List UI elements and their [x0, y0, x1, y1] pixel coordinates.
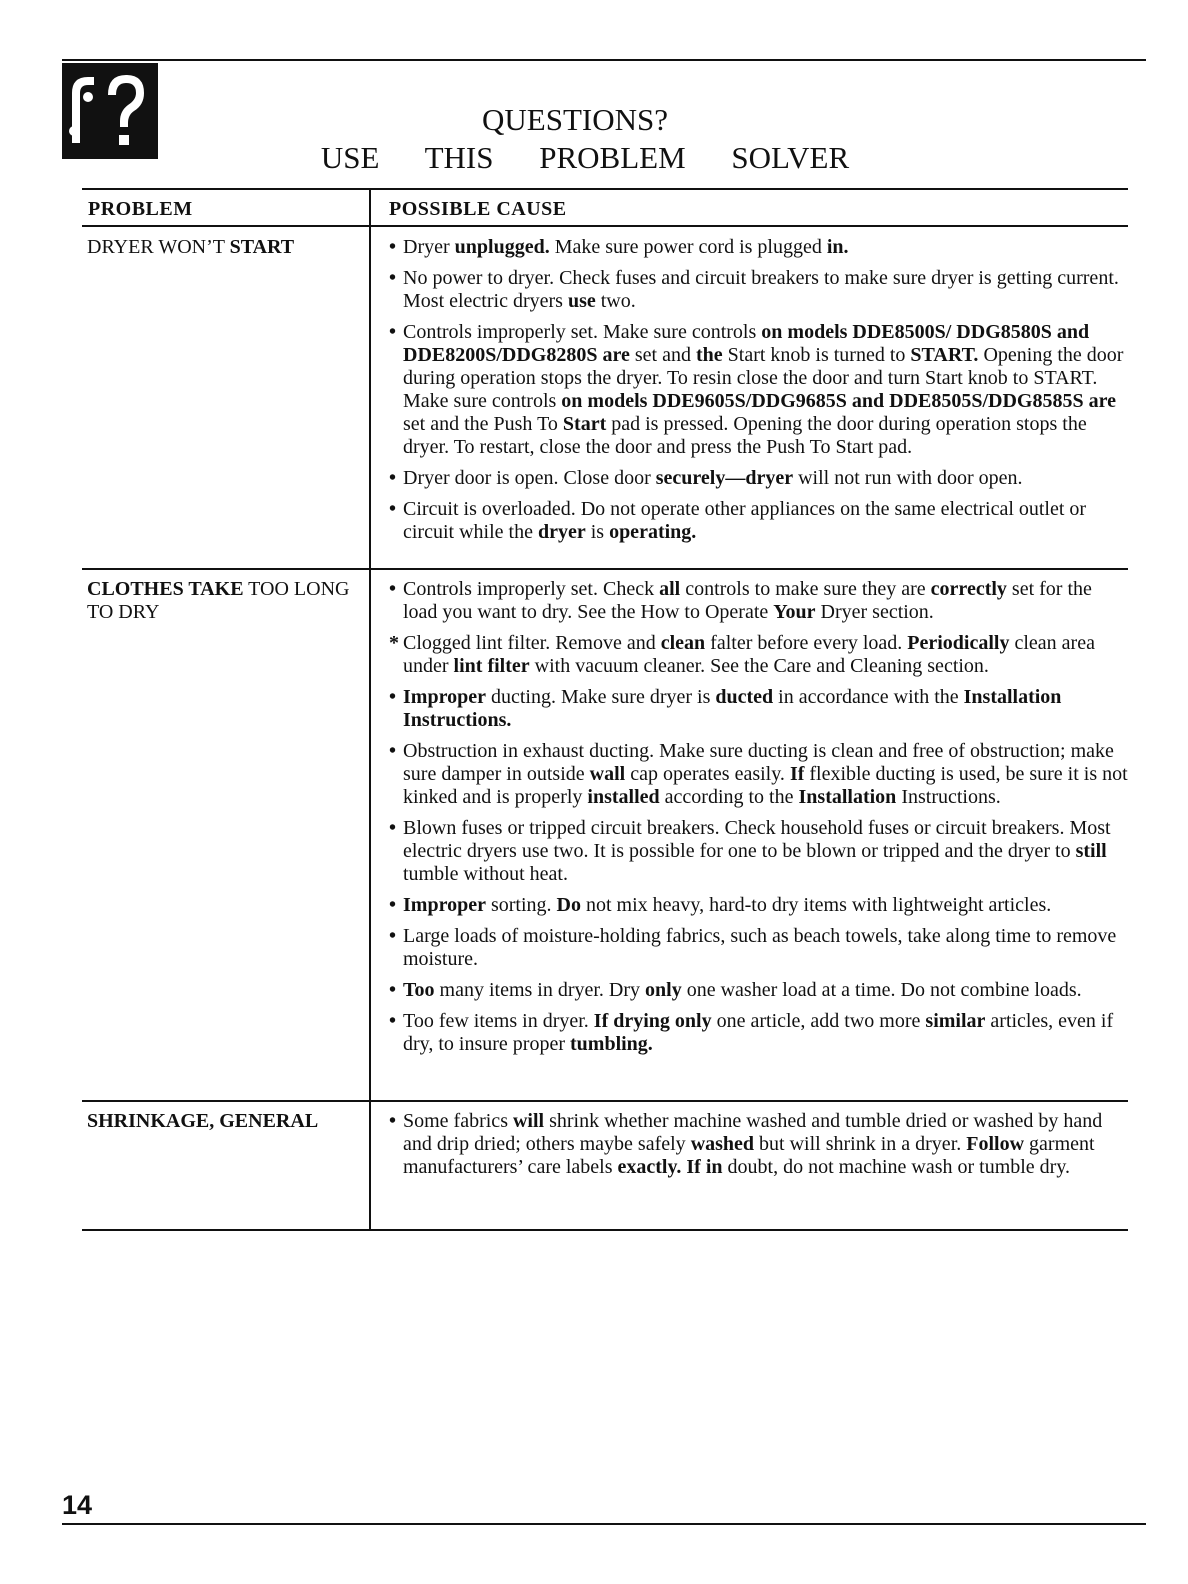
cause-list: [389, 578, 1129, 1064]
bullet-icon: •: [389, 267, 397, 289]
cause-text: Dryer unplugged. Make sure power cord is plugged in.: [403, 236, 849, 258]
cause-text: Dryer door is open. Close door securely—dryer will not run with door open.: [403, 467, 1023, 489]
cause-text: Obstruction in exhaust ducting. Make sure ducting is clean and free of obstruction; make sure damper in outside wall cap operates easily. If flexible ducting is used, be sure it is not kinked and is properly installed according to the Installation Instructions.: [403, 740, 1128, 808]
header-bottom-rule: [82, 225, 1128, 227]
cause-item: [389, 1110, 1129, 1179]
cause-item: [389, 467, 1129, 490]
cause-item: [389, 979, 1129, 1002]
problem-text: TOO LONG TO DRY: [87, 578, 350, 623]
bullet-icon: *: [389, 632, 399, 654]
bullet-icon: •: [389, 321, 397, 343]
column-header-problem: PROBLEM: [88, 198, 193, 220]
cause-item: [389, 321, 1129, 459]
cause-item: [389, 1010, 1129, 1056]
cause-text: Too few items in dryer. If drying only one article, add two more similar articles, even if dry, to insure proper tumbling.: [403, 1010, 1114, 1055]
problem-text: DRYER WON’T: [87, 236, 230, 258]
question-logo-icon: [62, 63, 158, 159]
cause-item: [389, 686, 1129, 732]
problem-label: [87, 1110, 357, 1133]
bullet-icon: •: [389, 467, 397, 489]
cause-item: [389, 894, 1129, 917]
problem-text-bold: SHRINKAGE, GENERAL: [87, 1110, 319, 1132]
cause-text: Controls improperly set. Check all controls to make sure they are correctly set for the load you want to dry. See the How to Operate Your Dryer section.: [403, 578, 1092, 623]
column-divider: [369, 190, 371, 1229]
cause-item: [389, 632, 1129, 678]
page-number: 14: [62, 1490, 93, 1520]
row-rule: [82, 568, 1128, 570]
page-title-line2: USE THIS PROBLEM SOLVER: [320, 140, 850, 175]
row-rule: [82, 1100, 1128, 1102]
cause-text: Large loads of moisture-holding fabrics, such as beach towels, take along time to remove moisture.: [403, 925, 1117, 970]
cause-item: [389, 267, 1129, 313]
bullet-icon: •: [389, 1010, 397, 1032]
problem-label: [87, 578, 357, 624]
header-top-rule: [82, 188, 1128, 190]
bullet-icon: •: [389, 236, 397, 258]
page-title-line1: QUESTIONS?: [482, 102, 668, 137]
problem-label: [87, 236, 357, 259]
cause-text: Improper ducting. Make sure dryer is ducted in accordance with the Installation Instructions.: [403, 686, 1062, 731]
cause-item: [389, 817, 1129, 886]
problem-text-bold: CLOTHES TAKE: [87, 578, 244, 600]
bullet-icon: •: [389, 578, 397, 600]
cause-text: Some fabrics will shrink whether machine washed and tumble dried or washed by hand and drip dried; others maybe safely washed but will shrink in a dryer. Follow garment manufacturers’ care labels exactly. If in doubt, do not machine wash or tumble dry.: [403, 1110, 1103, 1178]
cause-text: Too many items in dryer. Dry only one washer load at a time. Do not combine loads.: [403, 979, 1082, 1001]
bullet-icon: •: [389, 979, 397, 1001]
top-rule: [62, 59, 1146, 61]
cause-text: Improper sorting. Do not mix heavy, hard-to dry items with lightweight articles.: [403, 894, 1052, 916]
bullet-icon: •: [389, 498, 397, 520]
cause-text: Clogged lint filter. Remove and clean falter before every load. Periodically clean area under lint filter with vacuum cleaner. See the Care and Cleaning section.: [403, 632, 1095, 677]
bullet-icon: •: [389, 740, 397, 762]
cause-text: Blown fuses or tripped circuit breakers. Check household fuses or circuit breakers. Most electric dryers use two. It is possible for one to be blown or tripped and the dryer to still tumble without heat.: [403, 817, 1111, 885]
column-header-cause: POSSIBLE CAUSE: [389, 198, 567, 220]
cause-list: [389, 236, 1129, 552]
footer-rule: [62, 1523, 1146, 1525]
cause-text: No power to dryer. Check fuses and circuit breakers to make sure dryer is getting current. Most electric dryers use two.: [403, 267, 1119, 312]
cause-item: [389, 578, 1129, 624]
bullet-icon: •: [389, 686, 397, 708]
bullet-icon: •: [389, 894, 397, 916]
cause-item: [389, 925, 1129, 971]
cause-item: [389, 740, 1129, 809]
cause-list: [389, 1110, 1129, 1187]
problem-text-bold: START: [229, 236, 295, 258]
bullet-icon: •: [389, 925, 397, 947]
cause-text: Circuit is overloaded. Do not operate other appliances on the same electrical outlet or circuit while the dryer is operating.: [403, 498, 1087, 543]
cause-text: Controls improperly set. Make sure controls on models DDE8500S/ DDG8580S and DDE8200S/DDG8280S are set and the Start knob is turned to START. Opening the door during operation stops the dryer. To resin close the door and turn Start knob to START. Make sure controls on models DDE9605S/DDG9685S and DDE8505S/DDG8585S are set and the Push To Start pad is pressed. Opening the door during operation stops the dryer. To restart, close the door and press the Push To Start pad.: [403, 321, 1124, 458]
bullet-icon: •: [389, 1110, 397, 1132]
bullet-icon: •: [389, 817, 397, 839]
table-bottom-rule: [82, 1229, 1128, 1231]
cause-item: [389, 236, 1129, 259]
cause-item: [389, 498, 1129, 544]
